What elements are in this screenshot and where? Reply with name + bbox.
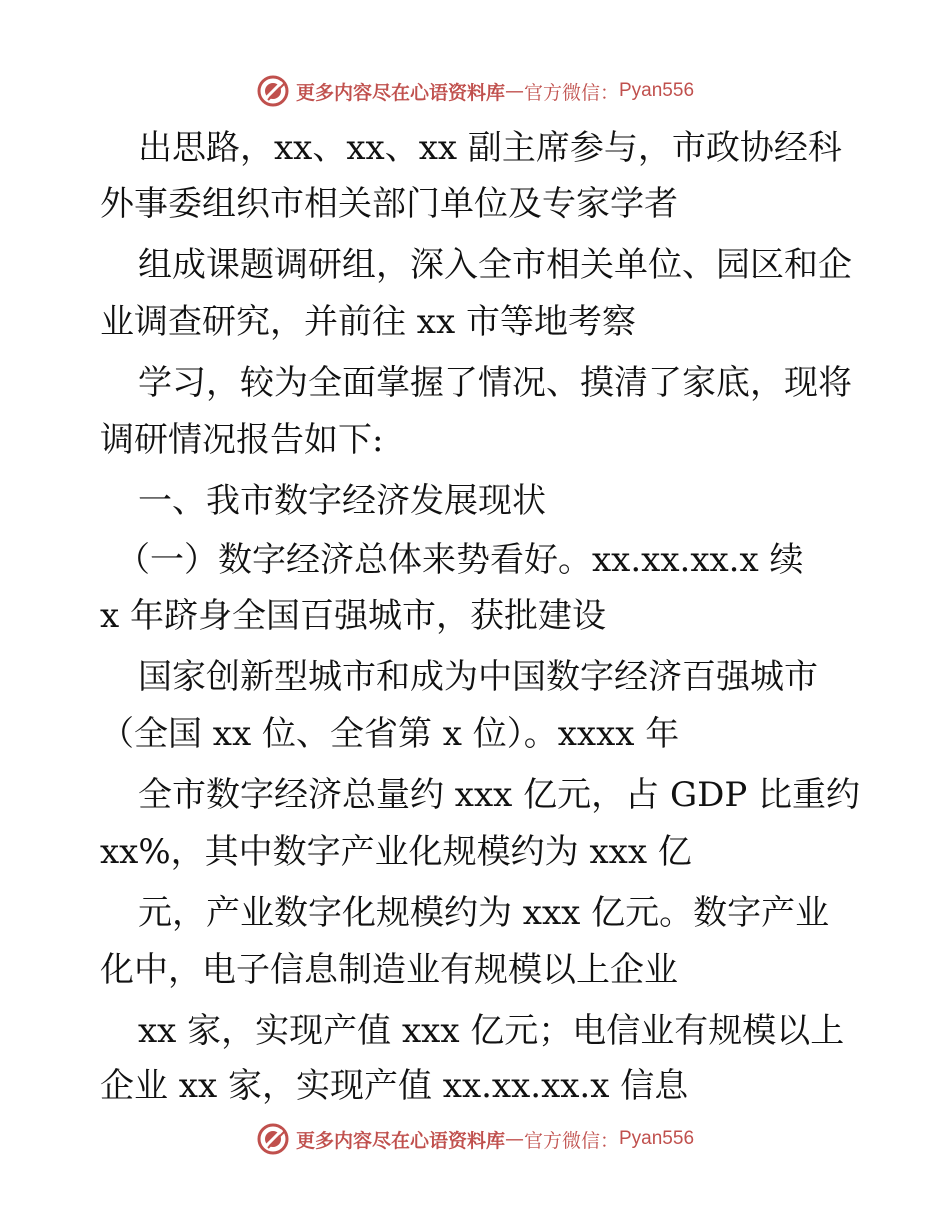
- watermark-wechat-id: Pyan556: [619, 1128, 695, 1149]
- watermark-site-name: 更多内容尽在心语资料库: [295, 81, 505, 104]
- brand-logo-icon: [256, 74, 290, 108]
- text-line: 业调查研究，并前往 xx 市等地考察: [100, 302, 636, 342]
- text-line: 全市数字经济总量约 xxx 亿元，占 GDP 比重约: [138, 775, 861, 815]
- text-line: xx%，其中数字产业化规模约为 xxx 亿: [100, 832, 692, 872]
- text-line: 组成课题调研组，深入全市相关单位、园区和企: [138, 245, 852, 285]
- watermark-site-name: 更多内容尽在心语资料库: [295, 1129, 505, 1152]
- watermark-wechat-id: Pyan556: [619, 80, 695, 101]
- watermark-label: 官方微信：: [523, 1129, 619, 1152]
- watermark-label: 官方微信：: [523, 81, 619, 104]
- text-line: （一）数字经济总体来势看好。xx.xx.xx.x 续: [116, 540, 804, 580]
- text-line: x 年跻身全国百强城市，获批建设: [100, 596, 606, 636]
- text-line: （全国 xx 位、全省第 x 位）。xxxx 年: [100, 714, 680, 754]
- text-line: 调研情况报告如下:: [100, 420, 384, 460]
- footer-watermark: [0, 1119, 950, 1159]
- watermark-separator: —: [504, 80, 524, 102]
- text-line: 元，产业数字化规模约为 xxx 亿元。数字产业: [138, 893, 830, 933]
- text-line: 外事委组织市相关部门单位及专家学者: [100, 184, 678, 224]
- text-line: 出思路，xx、xx、xx 副主席参与，市政协经科: [138, 128, 842, 168]
- text-line: 国家创新型城市和成为中国数字经济百强城市: [138, 657, 818, 697]
- header-watermark: [0, 71, 950, 111]
- brand-logo-icon: [256, 1122, 290, 1156]
- text-line: 企业 xx 家，实现产值 xx.xx.xx.x 信息: [100, 1066, 689, 1106]
- text-line: 化中，电子信息制造业有规模以上企业: [100, 950, 678, 990]
- text-line: xx 家，实现产值 xxx 亿元；电信业有规模以上: [138, 1011, 845, 1051]
- text-line: 学习，较为全面掌握了情况、摸清了家底，现将: [138, 363, 852, 403]
- section-heading: 一、我市数字经济发展现状: [138, 481, 546, 521]
- watermark-separator: —: [504, 1128, 524, 1150]
